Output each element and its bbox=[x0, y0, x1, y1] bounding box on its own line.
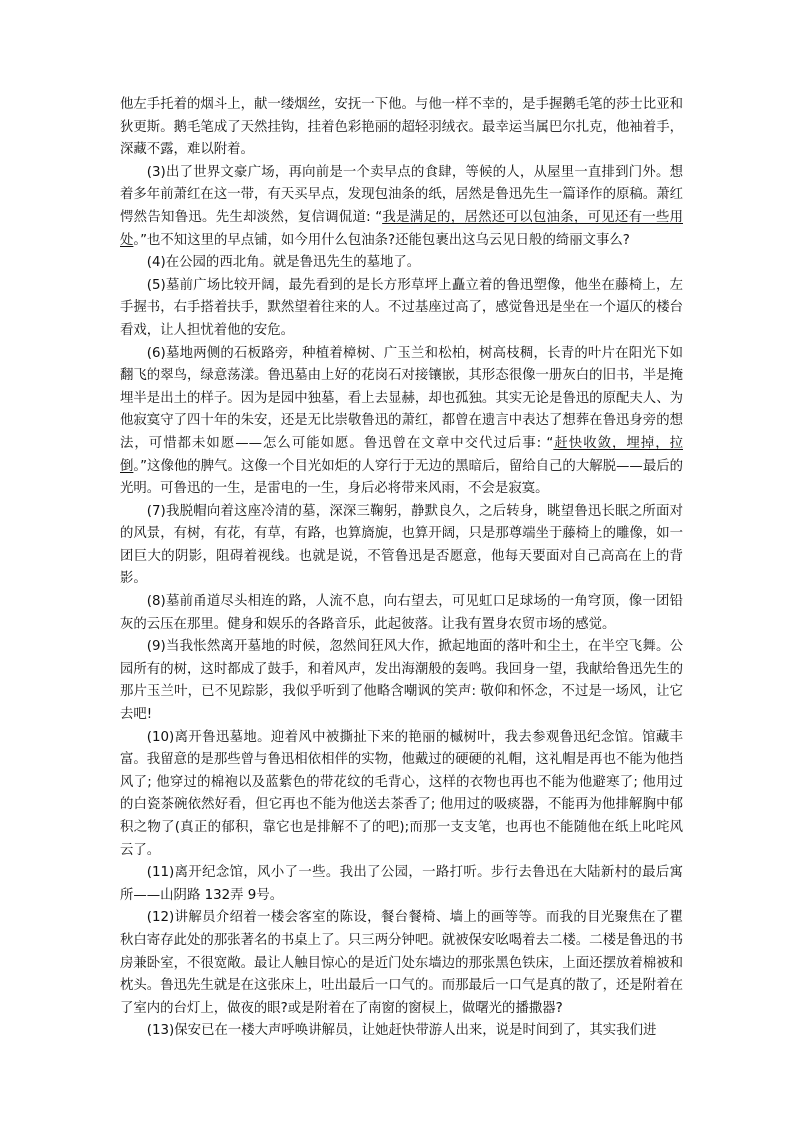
paragraph-text: (11)离开纪念馆，风小了一些。我出了公园，一路打听。步行去鲁迅在大陆新村的最后寓所——山阴路 132弄 9号。 bbox=[120, 865, 683, 903]
paragraph-text: (9)当我怅然离开墓地的时候，忽然间狂风大作，掀起地面的落叶和尘土，在半空飞舞。公园所有的树，这时都成了鼓手，和着风声，发出海潮般的轰鸣。我回身一望，我献给鲁迅先生的那片玉兰叶，已不见踪影，我似乎听到了他略含嘲讽的笑声: 敬仰和怀念，不过是一场风，让它去吧! bbox=[120, 639, 683, 723]
paragraph-6 bbox=[120, 343, 683, 501]
paragraph-continued bbox=[120, 94, 683, 162]
paragraph-text: (13)保安已在一楼大声呼唤讲解员，让她赶快带游人出来，说是时间到了，其实我们进 bbox=[146, 1023, 657, 1039]
paragraph-10 bbox=[120, 727, 683, 863]
paragraph-7 bbox=[120, 501, 683, 591]
paragraph-11 bbox=[120, 862, 683, 907]
paragraph-text: (12)讲解员介绍着一楼会客室的陈设，餐台餐椅、墙上的画等等。而我的目光聚焦在了瞿秋白寄存此处的那张著名的书桌上了。只三两分钟吧。就被保安吆喝着去二楼。二楼是鲁迅的书房兼卧室，不很宽敞。最让人触目惊心的是近门处东墙边的那张黑色铁床，上面还摆放着棉被和枕头。鲁迅先生就是在这张床上，吐出最后一口气的。而那最后一口气是真的散了，还是附着在了室内的台灯上，做夜的眼?或是附着在了南窗的窗棂上，做曙光的播撒器? bbox=[120, 910, 683, 1016]
paragraph-text: 他左手托着的烟斗上，献一缕烟丝，安抚一下他。与他一样不幸的，是手握鹅毛笔的莎士比亚和狄更斯。鹅毛笔成了天然挂钩，挂着色彩艳丽的超轻羽绒衣。最幸运当属巴尔扎克，他袖着手，深藏不露，难以附着。 bbox=[120, 97, 683, 158]
paragraph-8 bbox=[120, 591, 683, 636]
paragraph-12 bbox=[120, 907, 683, 1020]
paragraph-4 bbox=[120, 252, 683, 275]
underlined-quote: 赶快收敛，埋掉，拉倒 bbox=[120, 435, 683, 474]
document-page bbox=[120, 94, 683, 1043]
paragraph-9 bbox=[120, 636, 683, 726]
paragraph-text: (10)离开鲁迅墓地。迎着风中被撕扯下来的艳丽的槭树叶，我去参观鲁迅纪念馆。馆藏丰富。我留意的是那些曾与鲁迅相依相伴的实物，他戴过的硬硬的礼帽，这礼帽是再也不能为他挡风了; 他穿过的棉袍以及蓝紫色的带花纹的毛背心，这样的衣物也再也不能为他避寒了; 他用过的白瓷茶碗依然好看，但它再也不能为他送去茶香了; 他用过的吸痰器，不能再为他排解胸中郁积之物了(真正的郁积，靠它也是排解不了的吧);而那一支支笔，也再也不能随他在纸上叱咤风云了。 bbox=[120, 729, 683, 858]
paragraph-text: (6)墓地两侧的石板路旁，种植着樟树、广玉兰和松柏，树高枝稠，长青的叶片在阳光下如翻飞的翠鸟，绿意荡漾。鲁迅墓由上好的花岗石对接镶嵌，其形态很像一册灰白的旧书，半是掩埋半是出土的样子。因为是园中独墓，看上去显赫，却也孤独。其实无论是鲁迅的原配夫人、为他寂寞守了四十年的朱安，还是无比崇敬鲁迅的萧红，都曾在遗言中表达了想葬在鲁迅身旁的想法，可惜都未如愿——怎么可能如愿。鲁迅曾在文章中交代过后事: “ bbox=[120, 345, 683, 451]
paragraph-text: (5)墓前广场比较开阔，最先看到的是长方形草坪上矗立着的鲁迅塑像，他坐在藤椅上，左手握书，右手搭着扶手，默然望着往来的人。不过基座过高了，感觉鲁迅是坐在一个逼仄的楼台看戏，让人担忧着他的安危。 bbox=[120, 277, 683, 338]
paragraph-3 bbox=[120, 162, 683, 252]
paragraph-text: (3)出了世界文豪广场，再向前是一个卖早点的食肆，等候的人，从屋里一直排到门外。想着多年前萧红在这一带，有天买早点，发现包油条的纸，居然是鲁迅先生一篇译作的原稿。萧红愕然告知鲁迅。先生却淡然，复信调侃道: “ bbox=[120, 164, 683, 225]
paragraph-text: 。”这像他的脾气。这像一个目光如炬的人穿行于无边的黑暗后，留给自己的大解脱——最后的光明。可鲁迅的一生，是雷电的一生，身后必将带来风雨，不会是寂寞。 bbox=[120, 458, 684, 497]
paragraph-text: (8)墓前甬道尽头相连的路，人流不息，向右望去，可见虹口足球场的一角穹顶，像一团铅灰的云压在那里。健身和娱乐的各路音乐，此起彼落。让我有置身农贸市场的感觉。 bbox=[120, 594, 683, 632]
paragraph-text: (4)在公园的西北角。就是鲁迅先生的墓地了。 bbox=[146, 255, 421, 271]
underlined-quote: 我是满足的，居然还可以包油条，可见还有一些用处 bbox=[120, 209, 683, 248]
paragraph-13 bbox=[120, 1020, 683, 1043]
paragraph-text: (7)我脱帽向着这座冷清的墓，深深三鞠躬，静默良久，之后转身，眺望鲁迅长眠之所面对的风景，有树，有花，有草，有路，也算旖旎，也算开阔，只是那尊端坐于藤椅上的雕像，如一团巨大的阴影，阻碍着视线。也就是说，不管鲁迅是否愿意，他每天要面对自己高高在上的背影。 bbox=[120, 503, 683, 587]
paragraph-5 bbox=[120, 275, 683, 343]
paragraph-text: 。”也不知这里的早点铺，如今用什么包油条?还能包裹出这乌云见日般的绮丽文事么? bbox=[133, 232, 630, 248]
